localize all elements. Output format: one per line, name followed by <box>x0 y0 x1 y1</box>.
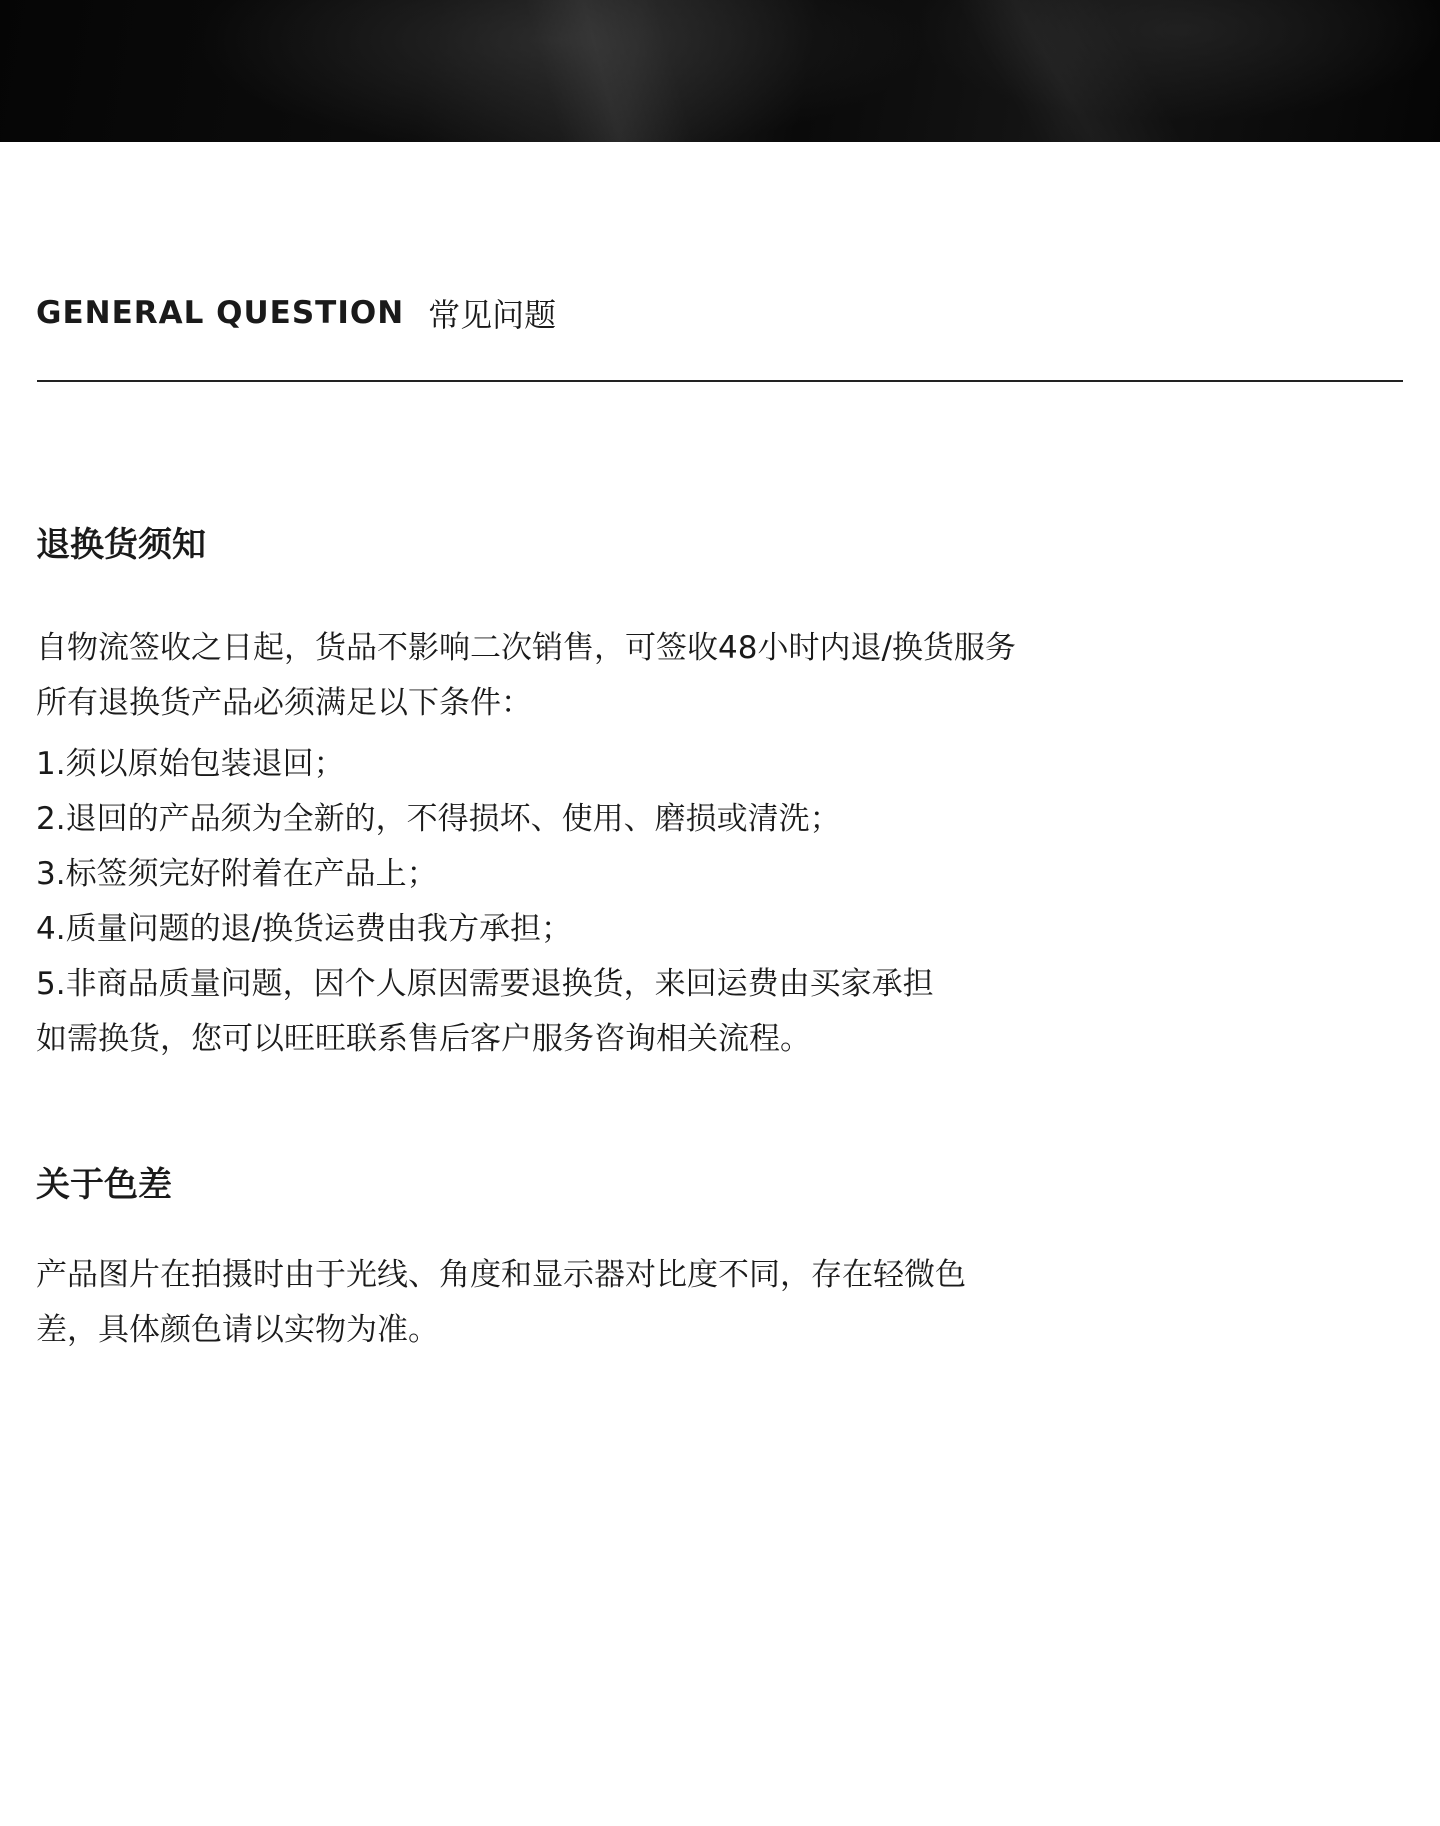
section-title-en: GENERAL QUESTION <box>36 295 405 331</box>
hero-image <box>0 0 1440 142</box>
returns-line: 2.退回的产品须为全新的，不得损坏、使用、磨损或清洗； <box>36 801 841 837</box>
color-difference-heading: 关于色差 <box>36 1165 172 1205</box>
returns-line: 3.标签须完好附着在产品上； <box>36 856 438 892</box>
header-divider <box>37 380 1403 382</box>
returns-line: 自物流签收之日起，货品不影响二次销售，可签收48小时内退/换货服务 <box>36 630 1016 666</box>
returns-heading: 退换货须知 <box>36 525 206 565</box>
fabric-texture <box>0 0 1440 142</box>
section-header <box>36 288 556 338</box>
color-difference-line: 差，具体颜色请以实物为准。 <box>36 1312 439 1348</box>
color-difference-line: 产品图片在拍摄时由于光线、角度和显示器对比度不同，存在轻微色 <box>36 1257 966 1293</box>
returns-line: 1.须以原始包装退回； <box>36 746 345 782</box>
returns-line: 如需换货，您可以旺旺联系售后客户服务咨询相关流程。 <box>36 1021 811 1057</box>
returns-line: 5.非商品质量问题，因个人原因需要退换货，来回运费由买家承担 <box>36 966 934 1002</box>
returns-line: 4.质量问题的退/换货运费由我方承担； <box>36 911 573 947</box>
section-title-cn: 常见问题 <box>428 296 557 334</box>
returns-line: 所有退换货产品必须满足以下条件： <box>36 685 532 721</box>
